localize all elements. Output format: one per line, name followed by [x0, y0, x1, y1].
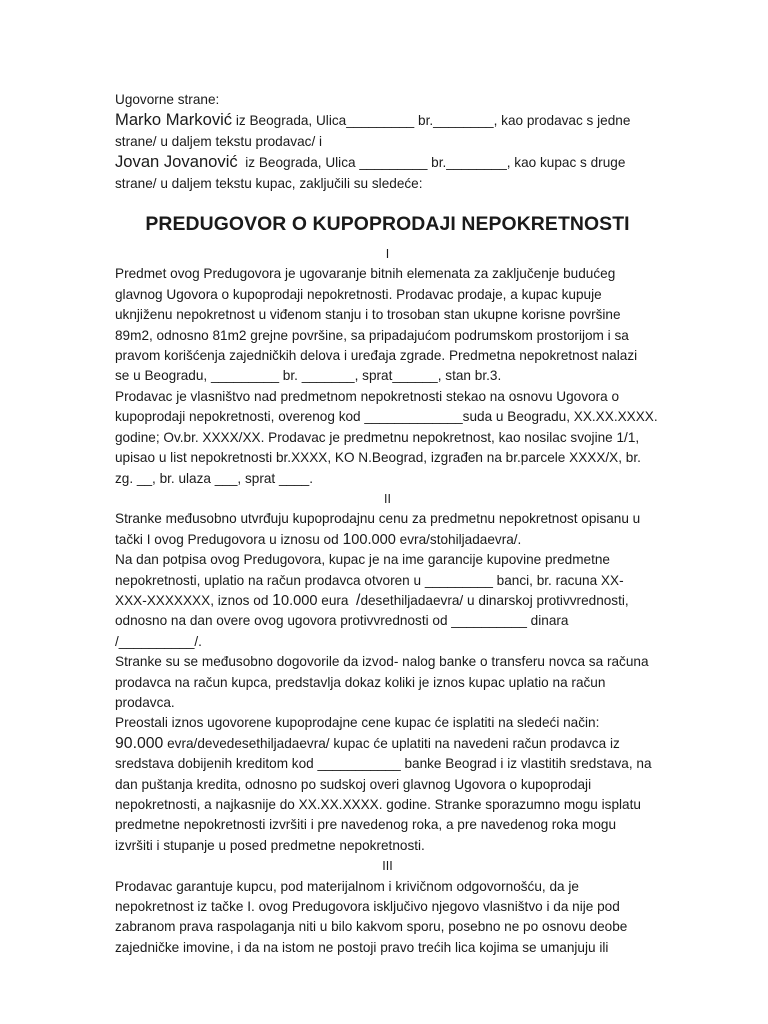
section-2-line: Na dan potpisa ovog Predugovora, kupac je na ime garancije kupovine predmetne: [115, 552, 610, 568]
section-2-line: predmetne nepokretnosti izvršiti i pre navedenog roka, a pre navedenog roka mogu: [115, 817, 617, 833]
buyer-details: iz Beograda, Ulica _________ br.________, kao kupac s druge: [237, 155, 626, 171]
section-2-line: Stranke međusobno utvrđuju kupoprodajnu cenu za predmetnu nepokretnost opisanu u: [115, 511, 641, 527]
section-2-line: [115, 591, 660, 611]
price-text: tački I ovog Predugovora u iznosu od: [115, 531, 343, 547]
party-buyer: [115, 152, 660, 173]
remaining-words: evra/devedesethiljadaevra/ kupac će uplatiti na navedeni račun prodavca iz: [163, 735, 620, 751]
section-2-line: Preostali iznos ugovorene kupoprodajne cene kupac će isplatiti na sledeći način:: [115, 715, 600, 731]
buyer-name: Jovan Jovanović: [115, 152, 238, 172]
section-1-line: upisao u list nepokretnosti br.XXXX, KO N.Beograd, izgrađen na br.parcele XXXX/X, br.: [115, 450, 641, 466]
deposit-amount: 0.000: [280, 592, 318, 609]
remaining-amount: 90.000: [115, 734, 164, 752]
section-1-line: glavnog Ugovora o kupoprodaji nepokretnosti. Prodavac prodaje, a kupac kupuje: [115, 286, 602, 302]
section-2-line: prodavca.: [115, 694, 175, 710]
section-2-text: [115, 509, 660, 856]
section-2-line: sredstava dobijenih kreditom kod ___________ banke Beograd i iz vlastitih sredstava, na: [115, 756, 652, 772]
section-numeral-2: II: [384, 491, 391, 506]
section-numeral-3: III: [382, 859, 393, 874]
section-2-line: odnosno na dan overe ovog ugovora protivvrednosti od __________ dinara: [115, 613, 569, 629]
deposit-currency: eura: [317, 592, 357, 608]
section-3-line: zabranom prava raspolaganja niti u bilo kakvom sporu, posebno ne po osnovu deobe: [115, 919, 628, 935]
section-2-line: nepokretnosti, a najkasnije do XX.XX.XXXX. godine. Stranke sporazumno mogu isplatu: [115, 797, 641, 812]
section-3-line: nepokretnost iz tačke I. ovog Predugovora isključivo njegovo vlasništvo i da nije pod: [115, 899, 620, 915]
section-1-line: 89m2, odnosno 81m2 grejne površine, sa pripadajućom podrumskom prostorijom i sa: [115, 327, 629, 343]
section-1-line: zg. __, br. ulaza ___, sprat ____.: [115, 470, 313, 486]
section-1-line: pravom korišćenja zajedničkih delova i uređaja zgrade. Predmetna nepokretnost nalazi: [115, 348, 638, 364]
parties-heading: Ugovorne strane:: [115, 92, 220, 107]
seller-details: iz Beograda, Ulica_________ br.________, kao prodavac s jedne: [232, 113, 631, 129]
document-page: [115, 90, 660, 958]
section-1-line: Predmet ovog Predugovora je ugovaranje bitnih elemenata za zaključenje budućeg: [115, 266, 616, 282]
section-3-line: Prodavac garantuje kupcu, pod materijalnom i krivičnom odgovornošću, da je: [115, 878, 579, 894]
seller-name: Marko Marković: [115, 110, 233, 130]
section-1-line: kupoprodaji nepokretnosti, overenog kod _____________suda u Beogradu, XX.XX.XXXX.: [115, 409, 658, 425]
section-3-text: [115, 877, 660, 959]
deposit-amount-lead: 1: [272, 591, 281, 609]
section-2-line: prodavca na račun kupca, predstavlja dokaz koliki je iznos kupac uplatio na račun: [115, 674, 606, 690]
deposit-words: desethiljadaevra/ u dinarskoj protivvrednosti,: [360, 592, 629, 608]
section-2-line: dan puštanja kredita, odnosno po sudskoj overi glavnog Ugovora o kupoprodaji: [115, 776, 592, 792]
section-1-line: se u Beogradu, _________ br. _______, sprat______, stan br.3.: [115, 368, 502, 384]
section-2-line: [115, 734, 660, 754]
price-words: evra/stohiljadaevra/.: [395, 531, 522, 547]
section-1-text: [115, 264, 660, 488]
price-amount-lead: 1: [342, 530, 352, 548]
section-2-line: /__________/.: [115, 633, 202, 649]
buyer-details-cont: strane/ u daljem tekstu kupac, zaključili su sledeće:: [115, 175, 423, 191]
document-title: PREDUGOVOR O KUPOPRODAJI NEPOKRETNOSTI: [145, 213, 630, 236]
price-amount: 00.000: [351, 531, 396, 548]
seller-details-cont: strane/ u daljem tekstu prodavac/ i: [115, 133, 323, 149]
deposit-slash: /: [356, 591, 361, 609]
section-2-line: [115, 530, 660, 550]
section-2-line: Stranke su se međusobno dogovorile da izvod- nalog banke o transferu novca sa računa: [115, 654, 649, 670]
section-1-line: Prodavac je vlasništvo nad predmetnom nepokretnosti stekao na osnovu Ugovora o: [115, 388, 620, 404]
deposit-text: XXX-XXXXXXX, iznos od: [115, 592, 273, 608]
party-seller: [115, 110, 660, 131]
section-3-line: zajedničke imovine, i da na istom ne postoji pravo trećih lica kojima se umanjuju ili: [115, 939, 609, 955]
section-1-line: uknjiženu nepokretnost u viđenom stanju i to trosoban stan ukupne korisne površine: [115, 307, 621, 323]
section-2-line: nepokretnosti, uplatio na račun prodavca otvoren u _________ banci, br. racuna XX-: [115, 572, 624, 588]
section-1-line: godine; Ov.br. XXXX/XX. Prodavac je predmetnu nepokretnost, kao nosilac svojine 1/1,: [115, 429, 640, 445]
section-numeral-1: I: [385, 247, 390, 262]
section-2-line: izvršiti i stupanje u posed predmetne nepokretnosti.: [115, 837, 425, 853]
